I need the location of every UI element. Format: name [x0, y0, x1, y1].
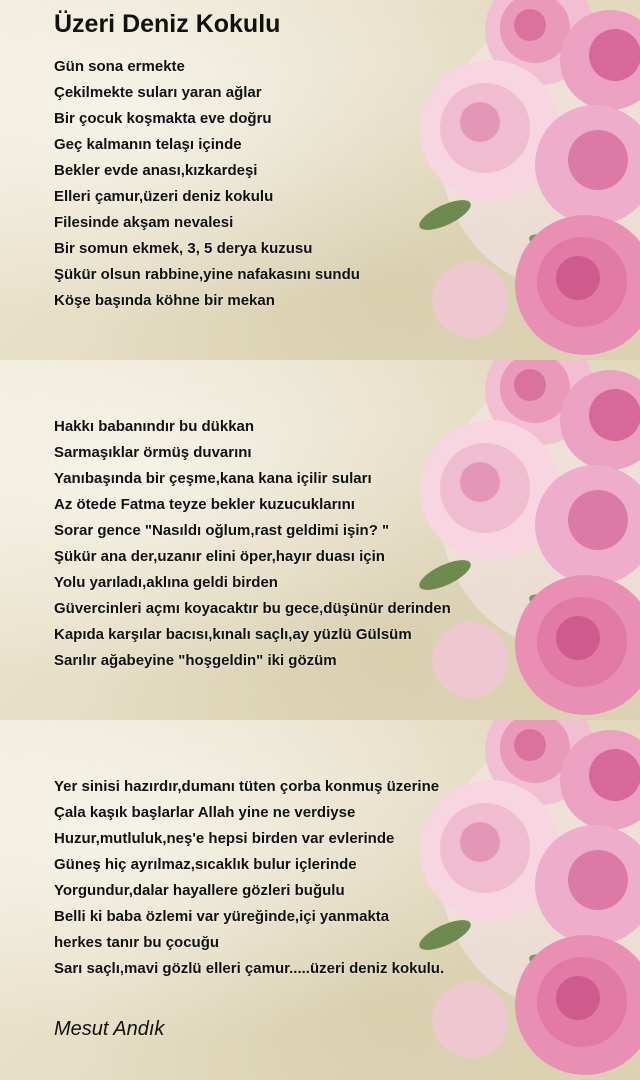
poem-line: Geç kalmanın telaşı içinde — [54, 136, 242, 153]
stanza-3 — [54, 774, 444, 982]
poem-panel-3 — [0, 720, 640, 1080]
poem-line: Güvercinleri açmı koyacaktır bu gece,düşünür derinden — [54, 600, 451, 617]
poem-line: Yer sinisi hazırdır,dumanı tüten çorba konmuş üzerine — [54, 778, 440, 795]
poem-line: herkes tanır bu çocuğu — [54, 934, 220, 951]
poem-line: Kapıda karşılar bacısı,kınalı saçlı,ay yüzlü Gülsüm — [54, 626, 412, 643]
poem-line: Köşe başında köhne bir mekan — [54, 292, 275, 309]
poem-line: Yolu yarıladı,aklına geldi birden — [54, 574, 278, 591]
poem-line: Sarmaşıklar örmüş duvarını — [54, 444, 252, 461]
poem-line: Hakkı babanındır bu dükkan — [54, 418, 255, 435]
poem-line: Az ötede Fatma teyze bekler kuzucuklarını — [54, 496, 355, 513]
stanza-2 — [54, 414, 451, 674]
poem-line: Bir çocuk koşmakta eve doğru — [54, 110, 272, 127]
poem-line: Huzur,mutluluk,neş'e hepsi birden var evlerinde — [54, 830, 395, 847]
author-signature: Mesut Andık — [54, 1018, 165, 1040]
poem-line: Sarılır ağabeyine "hoşgeldin" iki gözüm — [54, 652, 337, 669]
poem-line: Yorgundur,dalar hayallere gözleri buğulu — [54, 882, 345, 899]
poem-line: Şükür olsun rabbine,yine nafakasını sundu — [54, 266, 360, 283]
poem-line: Bekler evde anası,kızkardeşi — [54, 162, 258, 179]
poem-title: Üzeri Deniz Kokulu — [54, 10, 281, 38]
stanza-1 — [54, 54, 360, 314]
poem-line: Şükür ana der,uzanır elini öper,hayır duası için — [54, 548, 385, 565]
poem-line: Elleri çamur,üzeri deniz kokulu — [54, 188, 274, 205]
poem-line: Gün sona ermekte — [54, 58, 185, 75]
poem-line: Belli ki baba özlemi var yüreğinde,içi yanmakta — [54, 908, 390, 925]
peony-flowers-image — [340, 0, 640, 360]
poem-line: Sarı saçlı,mavi gözlü elleri çamur.....üzeri deniz kokulu. — [54, 960, 445, 977]
poem-panel-2 — [0, 360, 640, 720]
poem-line: Güneş hiç ayrılmaz,sıcaklık bulur içlerinde — [54, 856, 357, 873]
poem-line: Bir somun ekmek, 3, 5 derya kuzusu — [54, 240, 313, 257]
poem-line: Çekilmekte suları yaran ağlar — [54, 84, 262, 101]
poem-line: Çala kaşık başlarlar Allah yine ne verdiyse — [54, 804, 356, 821]
poem-line: Sorar gence "Nasıldı oğlum,rast geldimi işin? " — [54, 522, 390, 539]
poem-line: Filesinde akşam nevalesi — [54, 214, 234, 231]
poem-line: Yanıbaşında bir çeşme,kana kana içilir suları — [54, 470, 372, 487]
poem-panel-1 — [0, 0, 640, 360]
